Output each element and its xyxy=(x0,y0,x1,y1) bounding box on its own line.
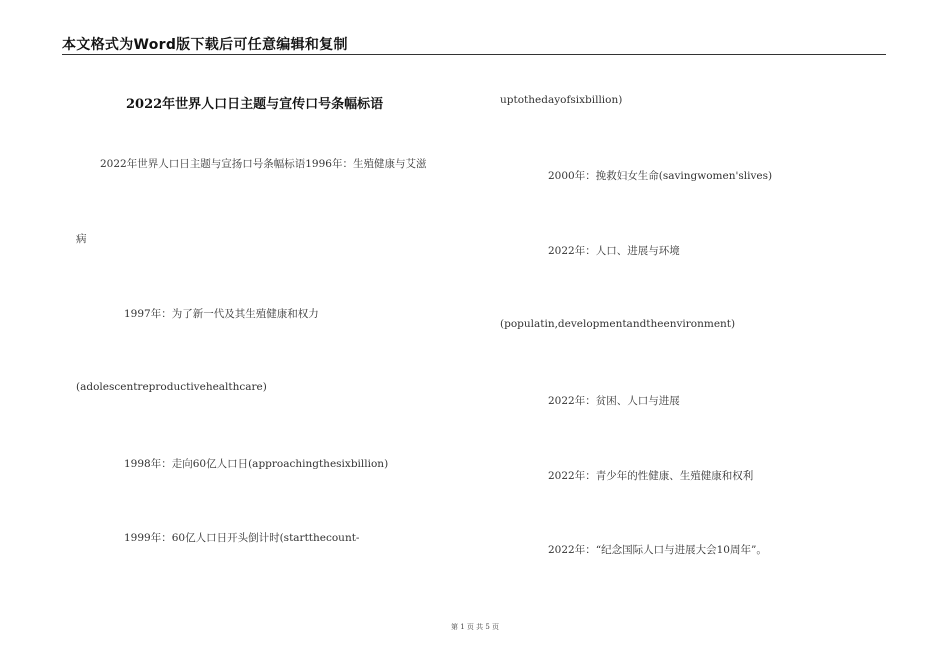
paragraph-line: 1997年：为了新一代及其生殖健康和权力 xyxy=(124,308,319,320)
paragraph-line: 2022年：“纪念国际人口与进展大会10周年”。 xyxy=(548,544,767,556)
paragraph-line: uptothedayofsixbillion) xyxy=(500,94,623,106)
paragraph-line: 病 xyxy=(76,233,87,245)
paragraph-line: (adolescentreproductivehealthcare) xyxy=(76,381,267,393)
paragraph-line: 2022年：人口、进展与环境 xyxy=(548,245,680,257)
paragraph-line: 2000年：挽救妇女生命(savingwomen'slives) xyxy=(548,170,773,182)
document-title: 2022年世界人口日主题与宣传口号条幅标语 xyxy=(126,97,384,112)
document-header: 本文格式为Word版下载后可任意编辑和复制 xyxy=(62,37,348,53)
paragraph-line: (populatin,developmentandtheenvironment) xyxy=(500,318,736,330)
paragraph-line: 2022年世界人口日主题与宣扬口号条幅标语1996年：生殖健康与艾滋 xyxy=(100,158,427,170)
header-divider xyxy=(62,54,886,55)
paragraph-line: 1998年：走向60亿人口日(approachingthesixbillion) xyxy=(124,458,389,470)
paragraph-line: 2022年：青少年的性健康、生殖健康和权利 xyxy=(548,470,754,482)
page-number: 第 1 页 共 5 页 xyxy=(450,623,500,631)
paragraph-line: 2022年：贫困、人口与进展 xyxy=(548,395,680,407)
paragraph-line: 1999年：60亿人口日开头倒计时(startthecount- xyxy=(124,532,360,544)
